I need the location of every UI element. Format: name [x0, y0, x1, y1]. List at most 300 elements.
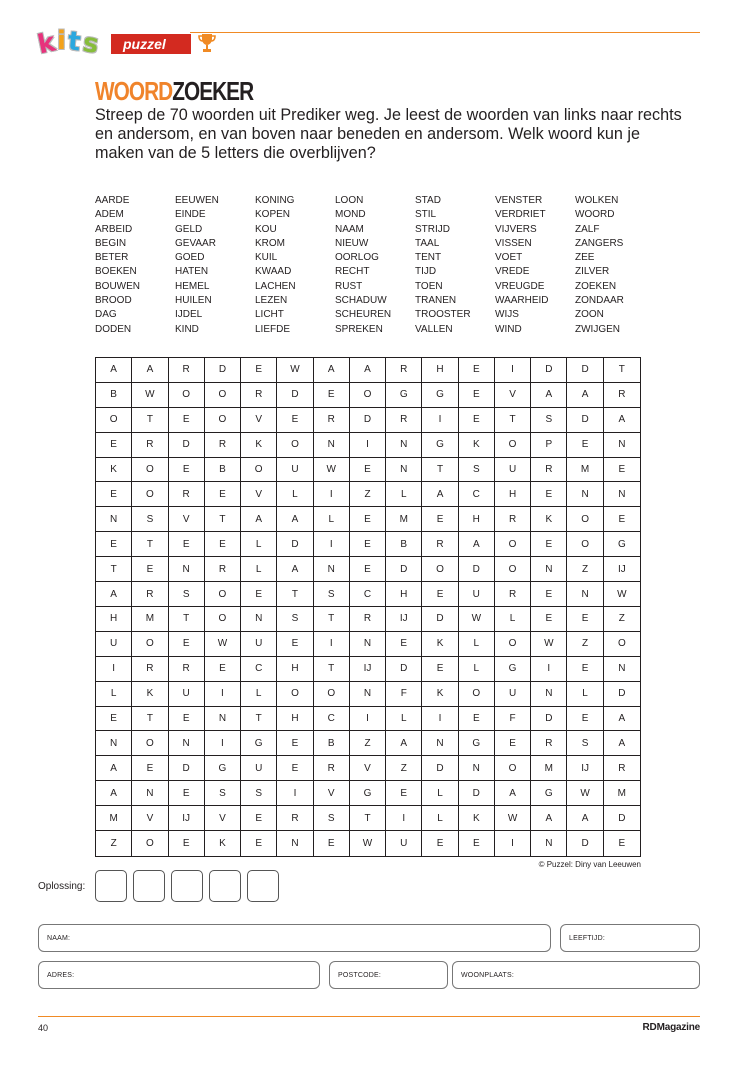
grid-cell[interactable]: T: [169, 607, 205, 632]
grid-cell[interactable]: O: [422, 557, 458, 582]
grid-cell[interactable]: D: [459, 781, 495, 806]
grid-cell[interactable]: T: [422, 458, 458, 483]
grid-cell[interactable]: L: [386, 482, 422, 507]
grid-cell[interactable]: O: [205, 607, 241, 632]
grid-cell[interactable]: R: [132, 657, 168, 682]
grid-cell[interactable]: E: [169, 632, 205, 657]
grid-cell[interactable]: N: [531, 831, 567, 856]
grid-cell[interactable]: B: [314, 731, 350, 756]
grid-cell[interactable]: E: [277, 408, 313, 433]
grid-cell[interactable]: V: [241, 482, 277, 507]
grid-cell[interactable]: R: [604, 383, 640, 408]
grid-cell[interactable]: O: [169, 383, 205, 408]
solution-box[interactable]: [171, 870, 203, 902]
grid-cell[interactable]: A: [495, 781, 531, 806]
grid-cell[interactable]: E: [205, 657, 241, 682]
grid-cell[interactable]: R: [386, 408, 422, 433]
grid-cell[interactable]: A: [96, 781, 132, 806]
grid-cell[interactable]: L: [241, 682, 277, 707]
grid-cell[interactable]: D: [531, 358, 567, 383]
grid-cell[interactable]: I: [422, 408, 458, 433]
grid-cell[interactable]: R: [169, 657, 205, 682]
grid-cell[interactable]: K: [205, 831, 241, 856]
grid-cell[interactable]: I: [314, 482, 350, 507]
grid-cell[interactable]: IJ: [350, 657, 386, 682]
grid-cell[interactable]: N: [386, 433, 422, 458]
name-field[interactable]: NAAM:: [38, 924, 551, 952]
grid-cell[interactable]: W: [459, 607, 495, 632]
grid-cell[interactable]: E: [567, 707, 603, 732]
grid-cell[interactable]: U: [495, 458, 531, 483]
grid-cell[interactable]: C: [459, 482, 495, 507]
grid-cell[interactable]: IJ: [567, 756, 603, 781]
grid-cell[interactable]: N: [314, 433, 350, 458]
grid-cell[interactable]: O: [495, 433, 531, 458]
grid-cell[interactable]: E: [350, 557, 386, 582]
grid-cell[interactable]: K: [531, 507, 567, 532]
grid-cell[interactable]: K: [96, 458, 132, 483]
grid-cell[interactable]: E: [205, 482, 241, 507]
grid-cell[interactable]: G: [604, 532, 640, 557]
grid-cell[interactable]: W: [277, 358, 313, 383]
grid-cell[interactable]: I: [386, 806, 422, 831]
grid-cell[interactable]: C: [350, 582, 386, 607]
grid-cell[interactable]: R: [386, 358, 422, 383]
grid-cell[interactable]: R: [205, 433, 241, 458]
grid-cell[interactable]: IJ: [386, 607, 422, 632]
grid-cell[interactable]: N: [459, 756, 495, 781]
solution-box[interactable]: [95, 870, 127, 902]
grid-cell[interactable]: E: [459, 358, 495, 383]
grid-cell[interactable]: O: [205, 383, 241, 408]
grid-cell[interactable]: N: [241, 607, 277, 632]
grid-cell[interactable]: M: [96, 806, 132, 831]
grid-cell[interactable]: L: [567, 682, 603, 707]
grid-cell[interactable]: R: [531, 731, 567, 756]
grid-cell[interactable]: E: [169, 781, 205, 806]
grid-cell[interactable]: A: [314, 358, 350, 383]
address-field[interactable]: ADRES:: [38, 961, 320, 989]
grid-cell[interactable]: L: [422, 806, 458, 831]
grid-cell[interactable]: G: [459, 731, 495, 756]
grid-cell[interactable]: O: [132, 632, 168, 657]
grid-cell[interactable]: D: [386, 557, 422, 582]
grid-cell[interactable]: W: [531, 632, 567, 657]
grid-cell[interactable]: Z: [567, 632, 603, 657]
grid-cell[interactable]: E: [169, 831, 205, 856]
grid-cell[interactable]: N: [604, 657, 640, 682]
grid-cell[interactable]: A: [604, 707, 640, 732]
grid-cell[interactable]: D: [604, 682, 640, 707]
grid-cell[interactable]: I: [314, 532, 350, 557]
grid-cell[interactable]: N: [567, 582, 603, 607]
grid-cell[interactable]: F: [386, 682, 422, 707]
grid-cell[interactable]: D: [205, 358, 241, 383]
grid-cell[interactable]: B: [386, 532, 422, 557]
grid-cell[interactable]: R: [495, 582, 531, 607]
grid-cell[interactable]: W: [350, 831, 386, 856]
grid-cell[interactable]: R: [169, 358, 205, 383]
solution-box[interactable]: [133, 870, 165, 902]
grid-cell[interactable]: L: [495, 607, 531, 632]
grid-cell[interactable]: A: [241, 507, 277, 532]
grid-cell[interactable]: W: [132, 383, 168, 408]
grid-cell[interactable]: E: [604, 507, 640, 532]
grid-cell[interactable]: L: [459, 632, 495, 657]
grid-cell[interactable]: E: [241, 831, 277, 856]
grid-cell[interactable]: G: [241, 731, 277, 756]
grid-cell[interactable]: A: [567, 806, 603, 831]
grid-cell[interactable]: K: [459, 433, 495, 458]
grid-cell[interactable]: IJ: [604, 557, 640, 582]
grid-cell[interactable]: G: [495, 657, 531, 682]
grid-cell[interactable]: U: [495, 682, 531, 707]
grid-cell[interactable]: E: [241, 806, 277, 831]
grid-cell[interactable]: F: [495, 707, 531, 732]
grid-cell[interactable]: L: [386, 707, 422, 732]
grid-cell[interactable]: E: [205, 532, 241, 557]
grid-cell[interactable]: T: [314, 657, 350, 682]
grid-cell[interactable]: V: [495, 383, 531, 408]
grid-cell[interactable]: E: [241, 582, 277, 607]
grid-cell[interactable]: W: [495, 806, 531, 831]
grid-cell[interactable]: D: [169, 756, 205, 781]
grid-cell[interactable]: D: [459, 557, 495, 582]
grid-cell[interactable]: E: [422, 582, 458, 607]
grid-cell[interactable]: E: [567, 607, 603, 632]
grid-cell[interactable]: W: [205, 632, 241, 657]
grid-cell[interactable]: T: [205, 507, 241, 532]
grid-cell[interactable]: E: [459, 383, 495, 408]
grid-cell[interactable]: T: [277, 582, 313, 607]
grid-cell[interactable]: R: [531, 458, 567, 483]
grid-cell[interactable]: D: [604, 806, 640, 831]
grid-cell[interactable]: A: [386, 731, 422, 756]
grid-cell[interactable]: E: [169, 458, 205, 483]
grid-cell[interactable]: L: [96, 682, 132, 707]
grid-cell[interactable]: K: [132, 682, 168, 707]
grid-cell[interactable]: O: [205, 408, 241, 433]
grid-cell[interactable]: E: [459, 408, 495, 433]
grid-cell[interactable]: K: [459, 806, 495, 831]
grid-cell[interactable]: U: [169, 682, 205, 707]
grid-cell[interactable]: O: [495, 557, 531, 582]
grid-cell[interactable]: W: [314, 458, 350, 483]
grid-cell[interactable]: E: [350, 532, 386, 557]
grid-cell[interactable]: L: [459, 657, 495, 682]
grid-cell[interactable]: E: [350, 458, 386, 483]
grid-cell[interactable]: E: [277, 632, 313, 657]
grid-cell[interactable]: E: [567, 657, 603, 682]
grid-cell[interactable]: I: [350, 707, 386, 732]
grid-cell[interactable]: E: [314, 831, 350, 856]
grid-cell[interactable]: K: [422, 682, 458, 707]
grid-cell[interactable]: C: [314, 707, 350, 732]
grid-cell[interactable]: R: [314, 756, 350, 781]
grid-cell[interactable]: Z: [567, 557, 603, 582]
grid-cell[interactable]: N: [531, 682, 567, 707]
grid-cell[interactable]: N: [422, 731, 458, 756]
grid-cell[interactable]: E: [459, 707, 495, 732]
grid-cell[interactable]: I: [422, 707, 458, 732]
grid-cell[interactable]: V: [314, 781, 350, 806]
grid-cell[interactable]: D: [422, 756, 458, 781]
grid-cell[interactable]: U: [277, 458, 313, 483]
grid-cell[interactable]: N: [531, 557, 567, 582]
grid-cell[interactable]: E: [350, 507, 386, 532]
grid-cell[interactable]: N: [169, 731, 205, 756]
grid-cell[interactable]: G: [350, 781, 386, 806]
grid-cell[interactable]: N: [386, 458, 422, 483]
grid-cell[interactable]: E: [241, 358, 277, 383]
grid-cell[interactable]: A: [96, 756, 132, 781]
grid-cell[interactable]: R: [604, 756, 640, 781]
postcode-field[interactable]: POSTCODE:: [329, 961, 448, 989]
grid-cell[interactable]: R: [495, 507, 531, 532]
grid-cell[interactable]: U: [241, 632, 277, 657]
grid-cell[interactable]: T: [495, 408, 531, 433]
grid-cell[interactable]: Z: [386, 756, 422, 781]
grid-cell[interactable]: S: [567, 731, 603, 756]
grid-cell[interactable]: E: [96, 532, 132, 557]
grid-cell[interactable]: M: [386, 507, 422, 532]
grid-cell[interactable]: A: [277, 507, 313, 532]
grid-cell[interactable]: W: [604, 582, 640, 607]
grid-cell[interactable]: E: [169, 707, 205, 732]
grid-cell[interactable]: D: [567, 408, 603, 433]
grid-cell[interactable]: H: [459, 507, 495, 532]
grid-cell[interactable]: D: [422, 607, 458, 632]
grid-cell[interactable]: E: [531, 482, 567, 507]
grid-cell[interactable]: L: [277, 482, 313, 507]
grid-cell[interactable]: N: [350, 682, 386, 707]
grid-cell[interactable]: N: [169, 557, 205, 582]
grid-cell[interactable]: E: [386, 781, 422, 806]
grid-cell[interactable]: S: [169, 582, 205, 607]
city-field[interactable]: WOONPLAATS:: [452, 961, 700, 989]
grid-cell[interactable]: V: [205, 806, 241, 831]
solution-box[interactable]: [209, 870, 241, 902]
grid-cell[interactable]: O: [277, 433, 313, 458]
grid-cell[interactable]: N: [604, 433, 640, 458]
grid-cell[interactable]: S: [205, 781, 241, 806]
grid-cell[interactable]: O: [567, 532, 603, 557]
grid-cell[interactable]: E: [277, 756, 313, 781]
grid-cell[interactable]: R: [314, 408, 350, 433]
grid-cell[interactable]: E: [96, 707, 132, 732]
grid-cell[interactable]: E: [132, 756, 168, 781]
grid-cell[interactable]: O: [604, 632, 640, 657]
grid-cell[interactable]: E: [132, 557, 168, 582]
grid-cell[interactable]: V: [350, 756, 386, 781]
grid-cell[interactable]: L: [314, 507, 350, 532]
grid-cell[interactable]: S: [314, 806, 350, 831]
grid-cell[interactable]: D: [567, 831, 603, 856]
grid-cell[interactable]: R: [241, 383, 277, 408]
grid-cell[interactable]: O: [96, 408, 132, 433]
grid-cell[interactable]: N: [604, 482, 640, 507]
grid-cell[interactable]: T: [241, 707, 277, 732]
grid-cell[interactable]: E: [567, 433, 603, 458]
grid-cell[interactable]: A: [422, 482, 458, 507]
grid-cell[interactable]: A: [604, 731, 640, 756]
grid-cell[interactable]: L: [241, 532, 277, 557]
grid-cell[interactable]: E: [277, 731, 313, 756]
grid-cell[interactable]: R: [132, 433, 168, 458]
grid-cell[interactable]: B: [96, 383, 132, 408]
grid-cell[interactable]: E: [422, 657, 458, 682]
grid-cell[interactable]: U: [241, 756, 277, 781]
grid-cell[interactable]: O: [495, 632, 531, 657]
grid-cell[interactable]: E: [96, 433, 132, 458]
grid-cell[interactable]: U: [459, 582, 495, 607]
grid-cell[interactable]: Z: [350, 482, 386, 507]
grid-cell[interactable]: D: [277, 532, 313, 557]
grid-cell[interactable]: I: [531, 657, 567, 682]
grid-cell[interactable]: M: [604, 781, 640, 806]
grid-cell[interactable]: N: [567, 482, 603, 507]
grid-cell[interactable]: R: [350, 607, 386, 632]
grid-cell[interactable]: A: [96, 358, 132, 383]
grid-cell[interactable]: E: [531, 607, 567, 632]
grid-cell[interactable]: T: [96, 557, 132, 582]
grid-cell[interactable]: T: [132, 707, 168, 732]
grid-cell[interactable]: G: [205, 756, 241, 781]
grid-cell[interactable]: M: [531, 756, 567, 781]
grid-cell[interactable]: R: [422, 532, 458, 557]
grid-cell[interactable]: E: [495, 731, 531, 756]
grid-cell[interactable]: N: [132, 781, 168, 806]
grid-cell[interactable]: S: [531, 408, 567, 433]
grid-cell[interactable]: A: [350, 358, 386, 383]
grid-cell[interactable]: H: [277, 707, 313, 732]
grid-cell[interactable]: A: [277, 557, 313, 582]
grid-cell[interactable]: S: [459, 458, 495, 483]
grid-cell[interactable]: H: [386, 582, 422, 607]
grid-cell[interactable]: O: [495, 532, 531, 557]
grid-cell[interactable]: N: [96, 507, 132, 532]
grid-cell[interactable]: H: [495, 482, 531, 507]
grid-cell[interactable]: G: [422, 433, 458, 458]
grid-cell[interactable]: Z: [604, 607, 640, 632]
grid-cell[interactable]: T: [314, 607, 350, 632]
grid-cell[interactable]: T: [132, 408, 168, 433]
grid-cell[interactable]: O: [459, 682, 495, 707]
grid-cell[interactable]: O: [132, 458, 168, 483]
grid-cell[interactable]: V: [169, 507, 205, 532]
grid-cell[interactable]: U: [386, 831, 422, 856]
grid-cell[interactable]: E: [604, 458, 640, 483]
grid-cell[interactable]: W: [567, 781, 603, 806]
grid-cell[interactable]: O: [350, 383, 386, 408]
grid-cell[interactable]: A: [132, 358, 168, 383]
grid-cell[interactable]: R: [277, 806, 313, 831]
grid-cell[interactable]: E: [531, 532, 567, 557]
grid-cell[interactable]: D: [277, 383, 313, 408]
grid-cell[interactable]: I: [277, 781, 313, 806]
grid-cell[interactable]: D: [386, 657, 422, 682]
grid-cell[interactable]: O: [495, 756, 531, 781]
grid-cell[interactable]: Z: [350, 731, 386, 756]
grid-cell[interactable]: L: [422, 781, 458, 806]
grid-cell[interactable]: A: [96, 582, 132, 607]
grid-cell[interactable]: R: [132, 582, 168, 607]
grid-cell[interactable]: E: [169, 532, 205, 557]
grid-cell[interactable]: T: [132, 532, 168, 557]
grid-cell[interactable]: N: [350, 632, 386, 657]
grid-cell[interactable]: M: [132, 607, 168, 632]
grid-cell[interactable]: S: [132, 507, 168, 532]
grid-cell[interactable]: E: [96, 482, 132, 507]
grid-cell[interactable]: R: [169, 482, 205, 507]
grid-cell[interactable]: E: [422, 831, 458, 856]
age-field[interactable]: LEEFTIJD:: [560, 924, 700, 952]
grid-cell[interactable]: O: [277, 682, 313, 707]
grid-cell[interactable]: A: [531, 383, 567, 408]
grid-cell[interactable]: E: [386, 632, 422, 657]
grid-cell[interactable]: M: [567, 458, 603, 483]
grid-cell[interactable]: L: [241, 557, 277, 582]
grid-cell[interactable]: I: [350, 433, 386, 458]
grid-cell[interactable]: S: [277, 607, 313, 632]
grid-cell[interactable]: O: [132, 482, 168, 507]
grid-cell[interactable]: O: [314, 682, 350, 707]
solution-box[interactable]: [247, 870, 279, 902]
grid-cell[interactable]: O: [241, 458, 277, 483]
grid-cell[interactable]: O: [132, 731, 168, 756]
grid-cell[interactable]: O: [205, 582, 241, 607]
grid-cell[interactable]: S: [314, 582, 350, 607]
grid-cell[interactable]: I: [96, 657, 132, 682]
grid-cell[interactable]: I: [205, 731, 241, 756]
grid-cell[interactable]: O: [567, 507, 603, 532]
grid-cell[interactable]: T: [350, 806, 386, 831]
grid-cell[interactable]: S: [241, 781, 277, 806]
grid-cell[interactable]: Z: [96, 831, 132, 856]
grid-cell[interactable]: D: [531, 707, 567, 732]
grid-cell[interactable]: E: [531, 582, 567, 607]
grid-cell[interactable]: E: [459, 831, 495, 856]
grid-cell[interactable]: N: [314, 557, 350, 582]
grid-cell[interactable]: A: [459, 532, 495, 557]
grid-cell[interactable]: K: [422, 632, 458, 657]
grid-cell[interactable]: E: [422, 507, 458, 532]
grid-cell[interactable]: I: [314, 632, 350, 657]
grid-cell[interactable]: A: [604, 408, 640, 433]
grid-cell[interactable]: I: [495, 358, 531, 383]
grid-cell[interactable]: IJ: [169, 806, 205, 831]
grid-cell[interactable]: A: [567, 383, 603, 408]
grid-cell[interactable]: D: [169, 433, 205, 458]
grid-cell[interactable]: H: [96, 607, 132, 632]
grid-cell[interactable]: U: [96, 632, 132, 657]
grid-cell[interactable]: G: [531, 781, 567, 806]
grid-cell[interactable]: K: [241, 433, 277, 458]
grid-cell[interactable]: B: [205, 458, 241, 483]
grid-cell[interactable]: A: [531, 806, 567, 831]
grid-cell[interactable]: D: [567, 358, 603, 383]
grid-cell[interactable]: O: [132, 831, 168, 856]
grid-cell[interactable]: N: [205, 707, 241, 732]
grid-cell[interactable]: G: [422, 383, 458, 408]
grid-cell[interactable]: V: [132, 806, 168, 831]
grid-cell[interactable]: D: [350, 408, 386, 433]
grid-cell[interactable]: E: [618, 838, 626, 850]
grid-cell[interactable]: H: [422, 358, 458, 383]
grid-cell[interactable]: E: [169, 408, 205, 433]
grid-cell[interactable]: N: [277, 831, 313, 856]
grid-cell[interactable]: I: [205, 682, 241, 707]
